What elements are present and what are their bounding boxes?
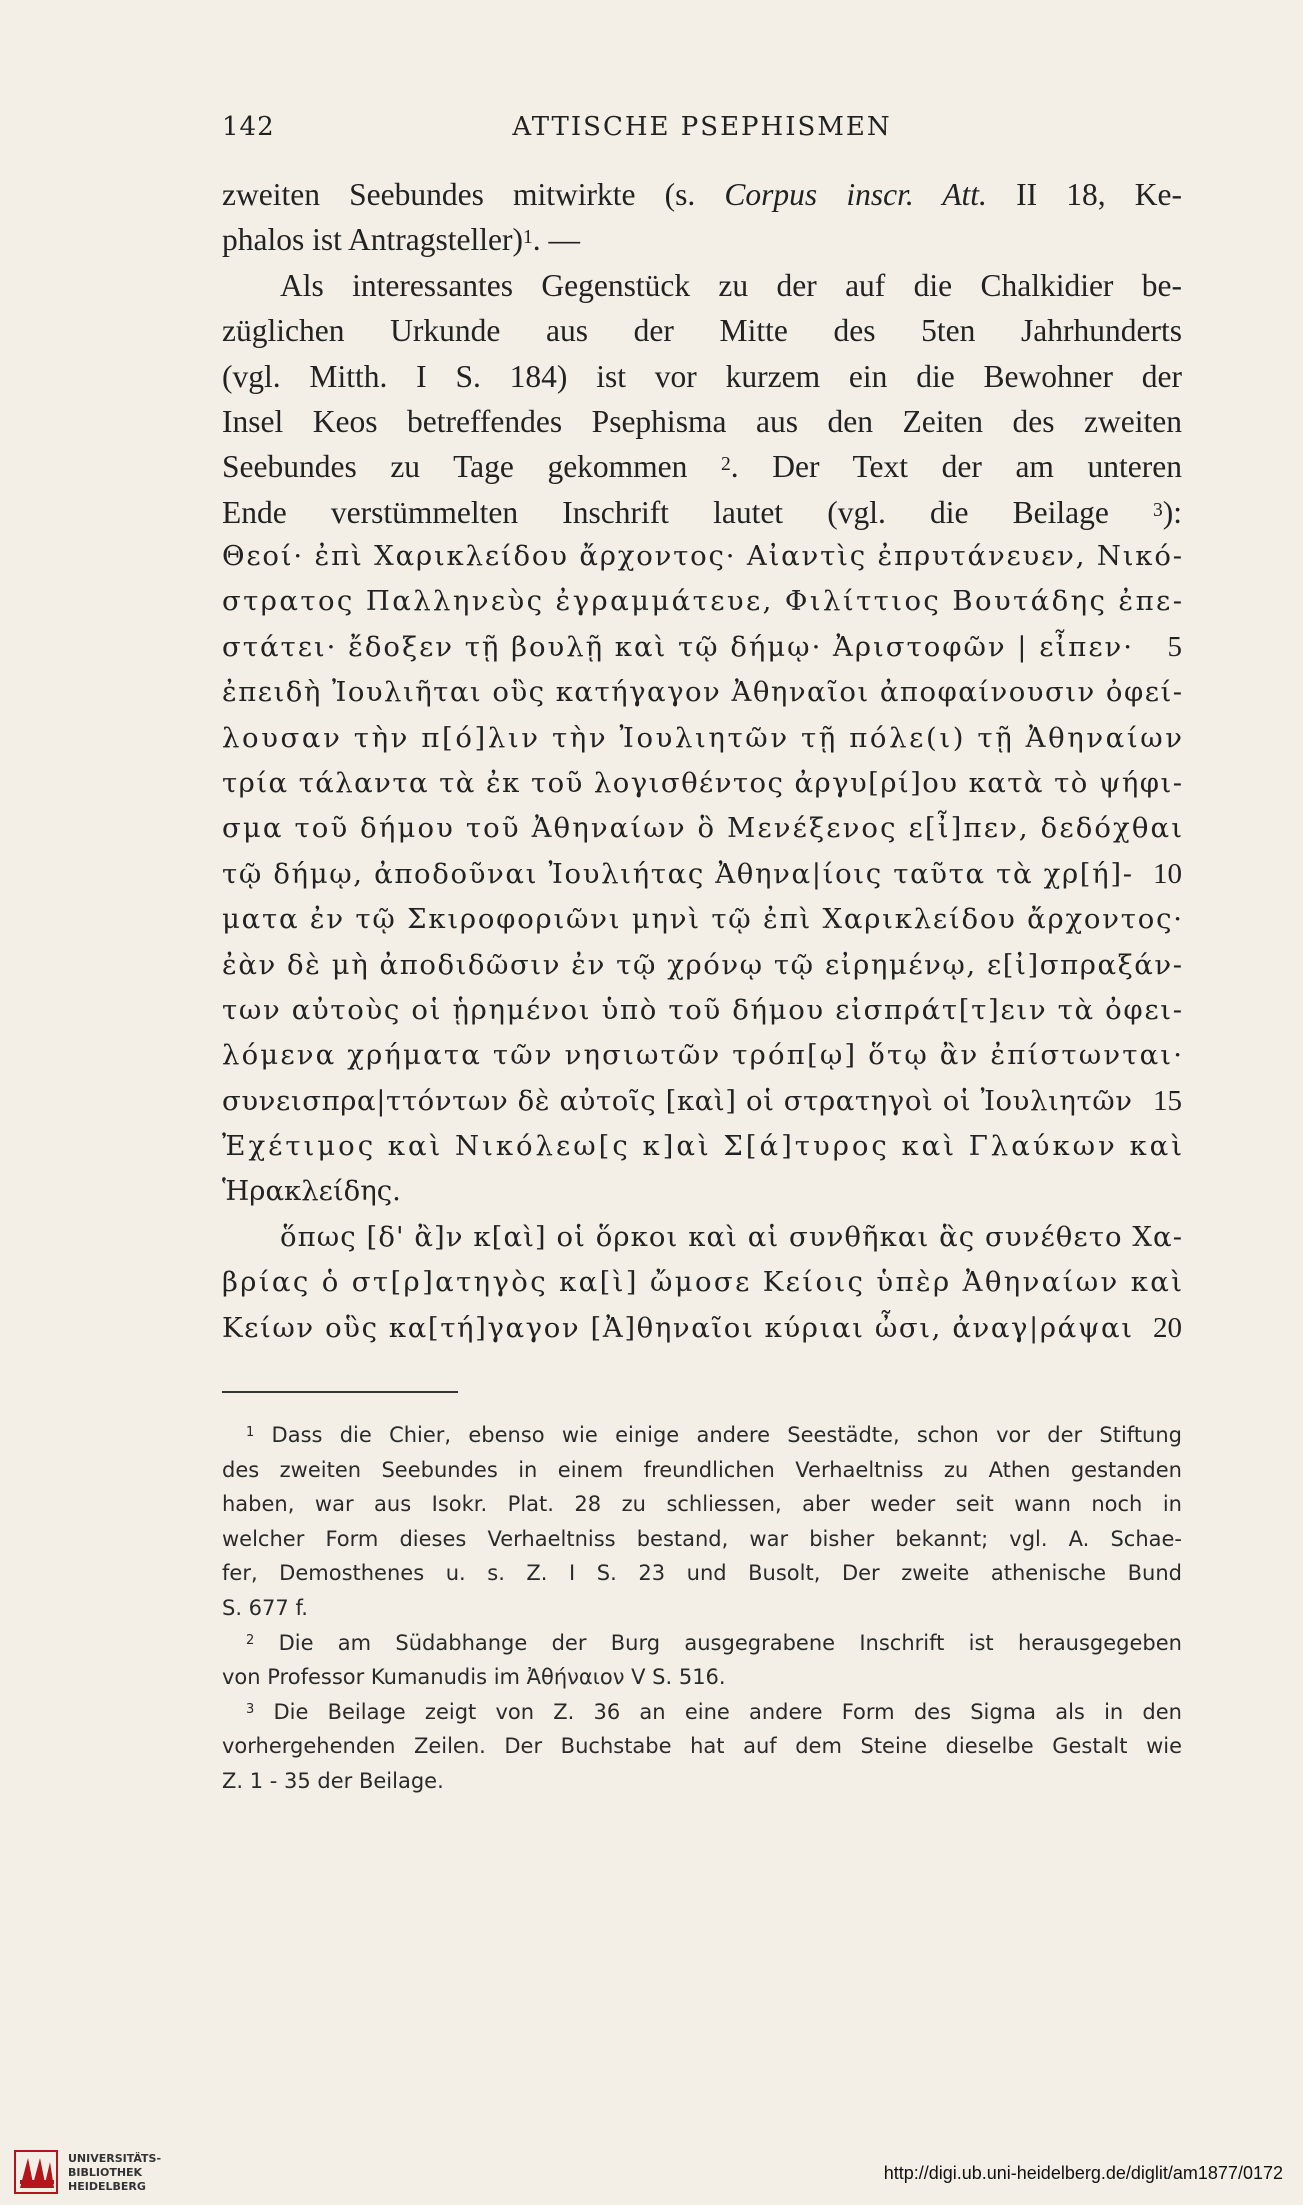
- inscription-line: [222, 988, 1182, 1033]
- footnote-text: haben, war aus Isokr. Plat. 28 zu schliessen, aber weder seit wann noch in: [222, 1492, 1182, 1517]
- inscription-line: [222, 670, 1182, 715]
- footnote-divider: [222, 1391, 458, 1393]
- inscription-line-text: ὅπως [δ' ἂ]ν κ[αὶ] οἱ ὅρκοι καὶ αἱ συνθῆκαι ἃς συνέθετο Χα-: [280, 1220, 1184, 1253]
- inscription-line-text: σμα τοῦ δήμου τοῦ Ἀθηναίων ὃ Μενέξενος ε[ἶ]πεν, δεδόχθαι: [222, 812, 1185, 845]
- inscription-text: [222, 534, 1185, 1351]
- footnote-marker: 2: [246, 1632, 255, 1648]
- footnote-text: Die Beilage zeigt von Z. 36 an eine andere Form des Sigma als in den: [273, 1699, 1182, 1724]
- line-number: 20: [1153, 1311, 1182, 1344]
- source-url[interactable]: http://digi.ub.uni-heidelberg.de/diglit/am1877/0172: [883, 2163, 1283, 2183]
- inscription-line-text: ἐπειδὴ Ἰουλιῆται οὓς κατήγαγον Ἀθηναῖοι ἀποφαίνουσιν ὀφεί-: [222, 676, 1184, 709]
- inscription-line-text: συνεισπρα|ττόντων δὲ αὐτοῖς [καὶ] οἱ στρατηγοὶ οἱ Ἰουλιητῶν: [222, 1084, 1133, 1117]
- inscription-line: [222, 943, 1182, 988]
- footnote-line: [222, 1591, 1182, 1626]
- inscription-line-text: στάτει· ἔδοξεν τῇ βουλῇ καὶ τῷ δήμῳ· Ἀριστοφῶν | εἶπεν·: [222, 630, 1134, 663]
- footnote-line: [222, 1660, 1182, 1695]
- citation-italic: Corpus inscr. Att.: [724, 177, 987, 212]
- footnote-text: Z. 1 - 35 der Beilage.: [222, 1768, 444, 1793]
- body-line-6: Insel Keos betreffendes Psephisma aus den Zeiten des zweiten: [222, 403, 1182, 439]
- footnote-text: von Professor Kumanudis im Ἀθήναιον V S. 516.: [222, 1665, 726, 1690]
- footnote-line: [222, 1764, 1182, 1799]
- body-line-4: züglichen Urkunde aus der Mitte des 5ten Jahrhunderts: [222, 313, 1182, 349]
- body-line-8: Ende verstümmelten Inschrift lautet (vgl. die Beilage $^3$):: [222, 494, 1182, 530]
- footnote-ref-1[interactable]: 1: [522, 227, 533, 249]
- inscription-line: [222, 1306, 1182, 1351]
- inscription-line-text: βρίας ὁ στ[ρ]ατηγὸς κα[ὶ] ὤμοσε Κείοις ὑπὲρ Ἀθηναίων καὶ: [222, 1266, 1185, 1299]
- inscription-line: [222, 1124, 1185, 1169]
- inscription-line-text: στρατος Παλληνεὺς ἐγραμμάτευε, Φιλίττιος Βουτάδης ἐπε-: [222, 585, 1185, 618]
- inscription-line-text: Ἐχέτιμος καὶ Νικόλεω[ς κ]αὶ Σ[ά]τυρος καὶ Γλαύκων καὶ: [222, 1130, 1185, 1163]
- body-line-2: phalos ist Antragsteller)$^1$. —: [222, 222, 580, 258]
- footnote-line: [222, 1453, 1182, 1488]
- line-number: 5: [1167, 630, 1182, 663]
- footnote-line: [222, 1695, 1182, 1730]
- inscription-line-text: ἐὰν δὲ μὴ ἀποδιδῶσιν ἐν τῷ χρόνῳ τῷ εἰρημένῳ, ε[ἰ]σπραξάν-: [222, 948, 1184, 981]
- footnote-text: vorhergehenden Zeilen. Der Buchstabe hat auf dem Steine dieselbe Gestalt wie: [222, 1734, 1182, 1759]
- running-title: ATTISCHE PSEPHISMEN: [512, 112, 892, 142]
- inscription-line-text: των αὐτοὺς οἱ ᾑρημένοι ὑπὸ τοῦ δήμου εἰσπράτ[τ]ειν τὰ ὀφει-: [222, 993, 1184, 1026]
- body-line-7: Seebundes zu Tage gekommen $^2$. Der Text der am unteren: [222, 449, 1182, 485]
- body-line-1: zweiten Seebundes mitwirkte (s. Corpus inscr. Att. II 18, Ke-: [222, 177, 1182, 212]
- library-logo: [14, 2148, 194, 2196]
- inscription-line-text: λουσαν τὴν π[ό]λιν τὴν Ἰουλιητῶν τῇ πόλε(ι) τῇ Ἀθηναίων: [222, 721, 1185, 754]
- inscription-line-text: Κείων οὓς κα[τή]γαγον [Ἀ]θηναῖοι κύριαι ὦσι, ἀναγ|ράψαι: [222, 1311, 1134, 1344]
- line-number: 10: [1153, 857, 1182, 890]
- inscription-line: [222, 761, 1182, 806]
- inscription-line: [222, 625, 1182, 670]
- library-name: UNIVERSITÄTS- BIBLIOTHEK HEIDELBERG: [68, 2152, 162, 2193]
- footnote-text: Die am Südabhange der Burg ausgegrabene Inschrift ist herausgegeben: [278, 1630, 1182, 1655]
- inscription-line: [222, 806, 1185, 851]
- footnote-line: [222, 1522, 1182, 1557]
- inscription-line-text: λόμενα χρήματα τῶν νησιωτῶν τρόπ[ῳ] ὅτῳ ἂν ἐπίστωνται·: [222, 1039, 1185, 1072]
- inscription-line: [222, 1169, 1182, 1214]
- inscription-line: [222, 1260, 1185, 1305]
- inscription-line-text: Θεοί· ἐπὶ Χαρικλείδου ἄρχοντος· Αἰαντὶς ἐπρυτάνευεν, Νικό-: [222, 540, 1184, 572]
- footnote-ref-3[interactable]: 3: [1152, 499, 1163, 521]
- inscription-line-text: ματα ἐν τῷ Σκιροφοριῶνι μηνὶ τῷ ἐπὶ Χαρικλείδου ἄρχοντος·: [222, 903, 1184, 936]
- inscription-line-text: Ἡρακλείδης.: [222, 1175, 401, 1208]
- footnote-text: Dass die Chier, ebenso wie einige andere Seestädte, schon vor der Stiftung: [271, 1423, 1182, 1447]
- inscription-line: [222, 1033, 1185, 1078]
- inscription-line: [222, 1079, 1182, 1124]
- footnote-line: [222, 1556, 1182, 1591]
- body-line-5: (vgl. Mitth. I S. 184) ist vor kurzem ein die Bewohner der: [222, 358, 1182, 394]
- inscription-line: [222, 852, 1182, 897]
- footnotes: [222, 1418, 1182, 1799]
- inscription-line: [222, 534, 1182, 579]
- line-number: 15: [1153, 1084, 1182, 1117]
- footnote-marker: 1: [246, 1425, 255, 1440]
- page-number: 142: [222, 112, 275, 142]
- inscription-line: [222, 716, 1185, 761]
- footnote-text: des zweiten Seebundes in einem freundlichen Verhaeltniss zu Athen gestanden: [222, 1457, 1182, 1482]
- library-crest-icon: [14, 2150, 58, 2194]
- footnote-text: S. 677 f.: [222, 1595, 308, 1620]
- footnote-line: [222, 1418, 1182, 1453]
- body-text: [222, 172, 1182, 535]
- footnote-line: [222, 1626, 1182, 1661]
- footnote-line: [222, 1487, 1182, 1522]
- footnote-text: welcher Form dieses Verhaeltniss bestand, war bisher bekannt; vgl. A. Schae-: [222, 1526, 1182, 1551]
- footnote-line: [222, 1729, 1182, 1764]
- footnote-text: fer, Demosthenes u. s. Z. I S. 23 und Busolt, Der zweite athenische Bund: [222, 1561, 1182, 1586]
- inscription-line: [222, 1215, 1182, 1260]
- footnote-ref-2[interactable]: 2: [721, 454, 731, 476]
- inscription-line-text: τῷ δήμῳ, ἀποδοῦναι Ἰουλιήτας Ἀθηνα|ίοις ταῦτα τὰ χρ[ή]-: [222, 857, 1134, 890]
- inscription-line: [222, 897, 1182, 942]
- inscription-line-text: τρία τάλαντα τὰ ἐκ τοῦ λογισθέντος ἀργυ[ρί]ου κατὰ τὸ ψήφι-: [222, 766, 1184, 799]
- inscription-line: [222, 579, 1185, 624]
- footnote-marker: 3: [246, 1701, 255, 1717]
- body-line-3: Als interessantes Gegenstück zu der auf die Chalkidier be-: [280, 267, 1182, 303]
- page-header: [222, 112, 1182, 152]
